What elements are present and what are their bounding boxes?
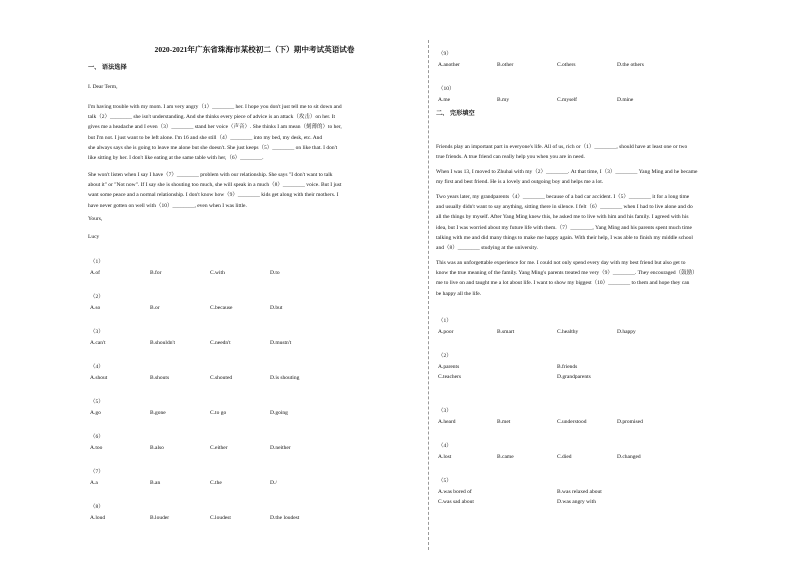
- option-b[interactable]: B.gone: [150, 410, 166, 416]
- question-number: （6）: [90, 434, 104, 440]
- passage-line: idea, but I was worried about my future life with them.（7）________, Yang Ming and his parents spent much time: [436, 224, 692, 231]
- question-number: （1）: [90, 259, 104, 265]
- passage-line: Two years later, my grandparents（4）________ because of a bad car accident. I（5）________ it for a long time: [436, 194, 690, 200]
- passage-line: When I was 13, I moved to Zhuhai with my（2）________. At that time, I（3）________ Yang Ming and he became: [436, 169, 698, 175]
- left-column: [88, 0, 421, 562]
- option-a[interactable]: A.a: [90, 480, 98, 486]
- passage-line: have never gotten on well with（10）________, even when I was little.: [88, 202, 247, 209]
- option-b[interactable]: B.my: [497, 97, 510, 103]
- question-number: （8）: [90, 504, 104, 510]
- question-number: （9）: [438, 51, 452, 57]
- option-c[interactable]: C.shouted: [210, 375, 233, 381]
- option-b[interactable]: B.shouts: [150, 375, 170, 381]
- passage-line: but I'm not. I just want to be left alone. I'm 16 and she still（4）________ into my bed, my desk, etc. And: [88, 134, 323, 141]
- question-number: （10）: [438, 86, 455, 92]
- option-d[interactable]: D.promised: [617, 419, 643, 425]
- option-c[interactable]: C.others: [557, 62, 576, 68]
- option-b[interactable]: B.friends: [557, 364, 578, 370]
- option-c[interactable]: C.healthy: [557, 329, 579, 335]
- option-d[interactable]: D.neither: [270, 445, 291, 451]
- option-a[interactable]: A.shout: [90, 375, 108, 381]
- section-heading-grammar: 一、 语法选择: [88, 64, 127, 71]
- letter-salutation: I. Dear Term,: [88, 84, 118, 90]
- option-b[interactable]: B.or: [150, 305, 160, 311]
- passage-line: be happy all the life.: [436, 290, 482, 297]
- option-a[interactable]: A.parents: [438, 364, 460, 370]
- option-d[interactable]: D.mustn't: [270, 340, 292, 346]
- passage-paragraph-1: [436, 142, 687, 162]
- option-c[interactable]: C.because: [210, 305, 233, 311]
- option-a[interactable]: A.me: [438, 97, 451, 103]
- option-c[interactable]: C.understood: [557, 419, 587, 425]
- passage-paragraph-4: [436, 258, 698, 299]
- option-d[interactable]: D.is shouting: [270, 375, 300, 381]
- option-b[interactable]: B.met: [497, 419, 511, 425]
- option-a[interactable]: A.of: [90, 270, 100, 276]
- option-a[interactable]: A.was bored of: [438, 489, 472, 495]
- option-d[interactable]: D.to: [270, 270, 280, 276]
- option-b[interactable]: B.also: [150, 445, 164, 451]
- option-d[interactable]: D.but: [270, 305, 283, 311]
- option-a[interactable]: A.loud: [90, 515, 106, 521]
- option-d[interactable]: D./: [270, 480, 277, 486]
- letter-closing: Yours,: [88, 216, 103, 222]
- option-a[interactable]: A.so: [90, 305, 101, 311]
- passage-line: and（8）________ studying at the university.: [436, 245, 538, 252]
- passage-line: gives me a headache and I even（3）________ stand her voice（声音）. She thinks I am mean（刻薄的）to her,: [88, 124, 342, 131]
- passage-paragraph-2: [88, 170, 341, 211]
- option-c[interactable]: C.to go: [210, 410, 227, 416]
- option-b[interactable]: B.was relaxed about: [557, 489, 602, 495]
- option-b[interactable]: B.an: [150, 480, 161, 486]
- option-c[interactable]: C.myself: [557, 97, 578, 103]
- question-number: （1）: [438, 318, 452, 324]
- passage-line: true friends. A true friend can really help you when you are in need.: [436, 154, 585, 161]
- letter-signature: Lucy: [88, 234, 100, 240]
- option-d[interactable]: D.going: [270, 410, 288, 416]
- option-a[interactable]: A.can't: [90, 340, 106, 346]
- option-a[interactable]: A.another: [438, 62, 460, 68]
- passage-line: my first and best friend. He is a lovely and outgoing boy and helps me a lot.: [436, 179, 604, 186]
- passage-line: all the things by myself. After Yang Ming knew this, he asked me to live with him and his family. I agreed with his: [436, 214, 689, 221]
- question-number: （4）: [438, 443, 452, 449]
- option-d[interactable]: D.the others: [617, 62, 644, 68]
- passage-line: about it" or "Not now". If I say she is shouting too much, she will speak in a much（8）________ voice. But I just: [88, 182, 342, 189]
- option-a[interactable]: A.heard: [438, 419, 456, 425]
- question-number: （4）: [90, 364, 104, 370]
- question-number: （3）: [438, 408, 452, 414]
- passage-line: talking with me and did many things to make me happy again. With their help, I was able to finish my middle school: [436, 234, 693, 241]
- option-d[interactable]: D.grandparents: [557, 374, 591, 380]
- option-b[interactable]: B.came: [497, 454, 514, 460]
- passage-line: like sitting by her. I don't like eating at the same table with her,（6）________.: [88, 155, 264, 162]
- option-c[interactable]: C.the: [210, 480, 222, 486]
- option-b[interactable]: B.smart: [497, 329, 515, 335]
- page-title: 2020-2021年广东省珠海市某校初二（下）期中考试英语试卷: [154, 45, 355, 54]
- passage-line: want some peace and a normal relationship. I don't know how（9）________ kids get along with their mothers. I: [88, 192, 339, 199]
- passage-paragraph-3: [436, 192, 693, 253]
- option-c[interactable]: C.loudest: [210, 515, 231, 521]
- option-d[interactable]: D.changed: [617, 454, 641, 460]
- passage-line: She won't listen when I say I have（7）________ problem with our relationship. She says "I don't want to talk: [88, 172, 333, 178]
- passage-line: Friends play an important part in everyone's life. All of us, rich or（1）________, should have at least one or two: [436, 144, 688, 150]
- option-a[interactable]: A.poor: [438, 329, 454, 335]
- question-number: （5）: [438, 478, 452, 484]
- option-b[interactable]: B.for: [150, 270, 162, 276]
- passage-line: and usually didn't want to say anything, sitting there in silence. I felt（6）________ when I had to live alone and do: [436, 204, 693, 211]
- question-number: （7）: [90, 469, 104, 475]
- option-d[interactable]: D.mine: [617, 97, 634, 103]
- option-d[interactable]: D.happy: [617, 329, 636, 335]
- question-number: （3）: [90, 329, 104, 335]
- option-c[interactable]: C.needn't: [210, 340, 231, 346]
- option-a[interactable]: A.too: [90, 445, 103, 451]
- option-a[interactable]: A.go: [90, 410, 101, 416]
- option-d[interactable]: D.was angry with: [557, 499, 596, 505]
- passage-line: she always says she is going to leave me alone but she doesn't. She just keeps（5）________ on like that. I don't: [88, 144, 338, 151]
- option-a[interactable]: A.lost: [438, 454, 452, 460]
- passage-line: know the true meaning of the family. Yang Ming's parents treated me very（9）________. They encouraged（鼓励）: [436, 270, 698, 277]
- option-c[interactable]: C.teachers: [438, 374, 462, 380]
- passage-line: talk（2）________ she isn't understanding. And she thinks every piece of advice is an attack（攻击）on her. It: [88, 114, 336, 121]
- passage-line: This was an unforgettable experience for me. I could not only spend every day with my best friend but also get to: [436, 260, 686, 266]
- question-number: （2）: [90, 294, 104, 300]
- passage-paragraph-1: [88, 102, 342, 163]
- option-c[interactable]: C.either: [210, 445, 228, 451]
- option-c[interactable]: C.was sad about: [438, 499, 474, 505]
- column-divider: [428, 40, 429, 550]
- option-c[interactable]: C.with: [210, 270, 225, 276]
- question-number: （5）: [90, 399, 104, 405]
- passage-paragraph-2: [436, 167, 697, 187]
- passage-line: I'm having trouble with my mom. I am very angry（1）________ her. I hope you don't just tell me to sit down and: [88, 104, 342, 110]
- section-heading-cloze: 二、 完形填空: [436, 110, 475, 117]
- option-d[interactable]: D.the loudest: [270, 515, 300, 521]
- option-b[interactable]: B.other: [497, 62, 514, 68]
- question-number: （2）: [438, 353, 452, 359]
- option-b[interactable]: B.shouldn't: [150, 340, 175, 346]
- option-b[interactable]: B.louder: [150, 515, 170, 521]
- passage-line: me to live on and taught me a lot about life. I want to show my biggest（10）________ to them and hope they can: [436, 280, 690, 287]
- right-column: [436, 0, 776, 562]
- option-c[interactable]: C.died: [557, 454, 572, 460]
